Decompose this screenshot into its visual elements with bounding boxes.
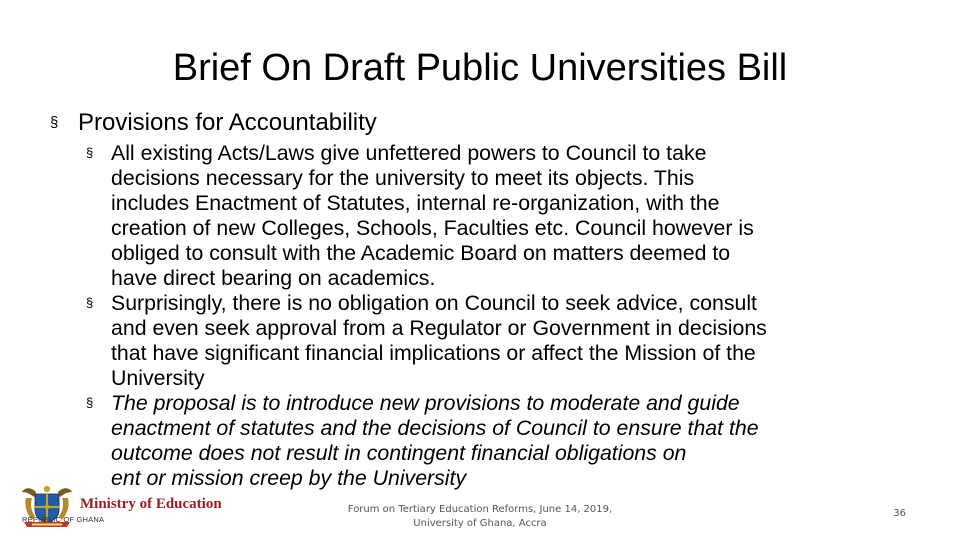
ministry-logo (18, 482, 222, 530)
bullet-icon: § (86, 145, 94, 160)
slide-footer (330, 503, 630, 531)
bullet-text: Surprisingly, there is no obligation on Council to seek advice, consult and even seek approval from a Regulator or Government in decisions that have significant financial implications or affect the Mission of the University (111, 291, 767, 390)
bullet-list (86, 141, 916, 491)
footer-line-2: University of Ghana, Accra (413, 518, 547, 529)
section-heading-text: Provisions for Accountability (78, 109, 377, 136)
republic-label: REPUBLIC OF GHANA (22, 515, 105, 524)
bullet-item (86, 391, 916, 491)
bullet-icon: § (86, 395, 94, 410)
bullet-item (86, 291, 916, 391)
bullet-item (86, 141, 916, 291)
bullet-icon: § (50, 114, 59, 131)
page-number: 36 (893, 508, 906, 519)
section-heading (50, 108, 377, 141)
footer-line-1: Forum on Tertiary Education Reforms, June 14, 2019, (347, 504, 613, 515)
ministry-name: Ministry of Education (80, 496, 222, 512)
bullet-text: The proposal is to introduce new provisions to moderate and guide enactment of statutes and the decisions of Council to ensure that the outcome does not result in contingent financial obligations on ent or mission creep by the University (111, 391, 759, 490)
bullet-icon: § (86, 295, 94, 310)
slide-title: Brief On Draft Public Universities Bill (172, 47, 788, 89)
bullet-text: All existing Acts/Laws give unfettered powers to Council to take decisions necessary for the university to meet its objects. This includes Enactment of Statutes, internal re-organization, with the creation of new Colleges, Schools, Faculties etc. Council however is obliged to consult with the Academic Board on matters deemed to have direct bearing on academics. (111, 141, 754, 290)
